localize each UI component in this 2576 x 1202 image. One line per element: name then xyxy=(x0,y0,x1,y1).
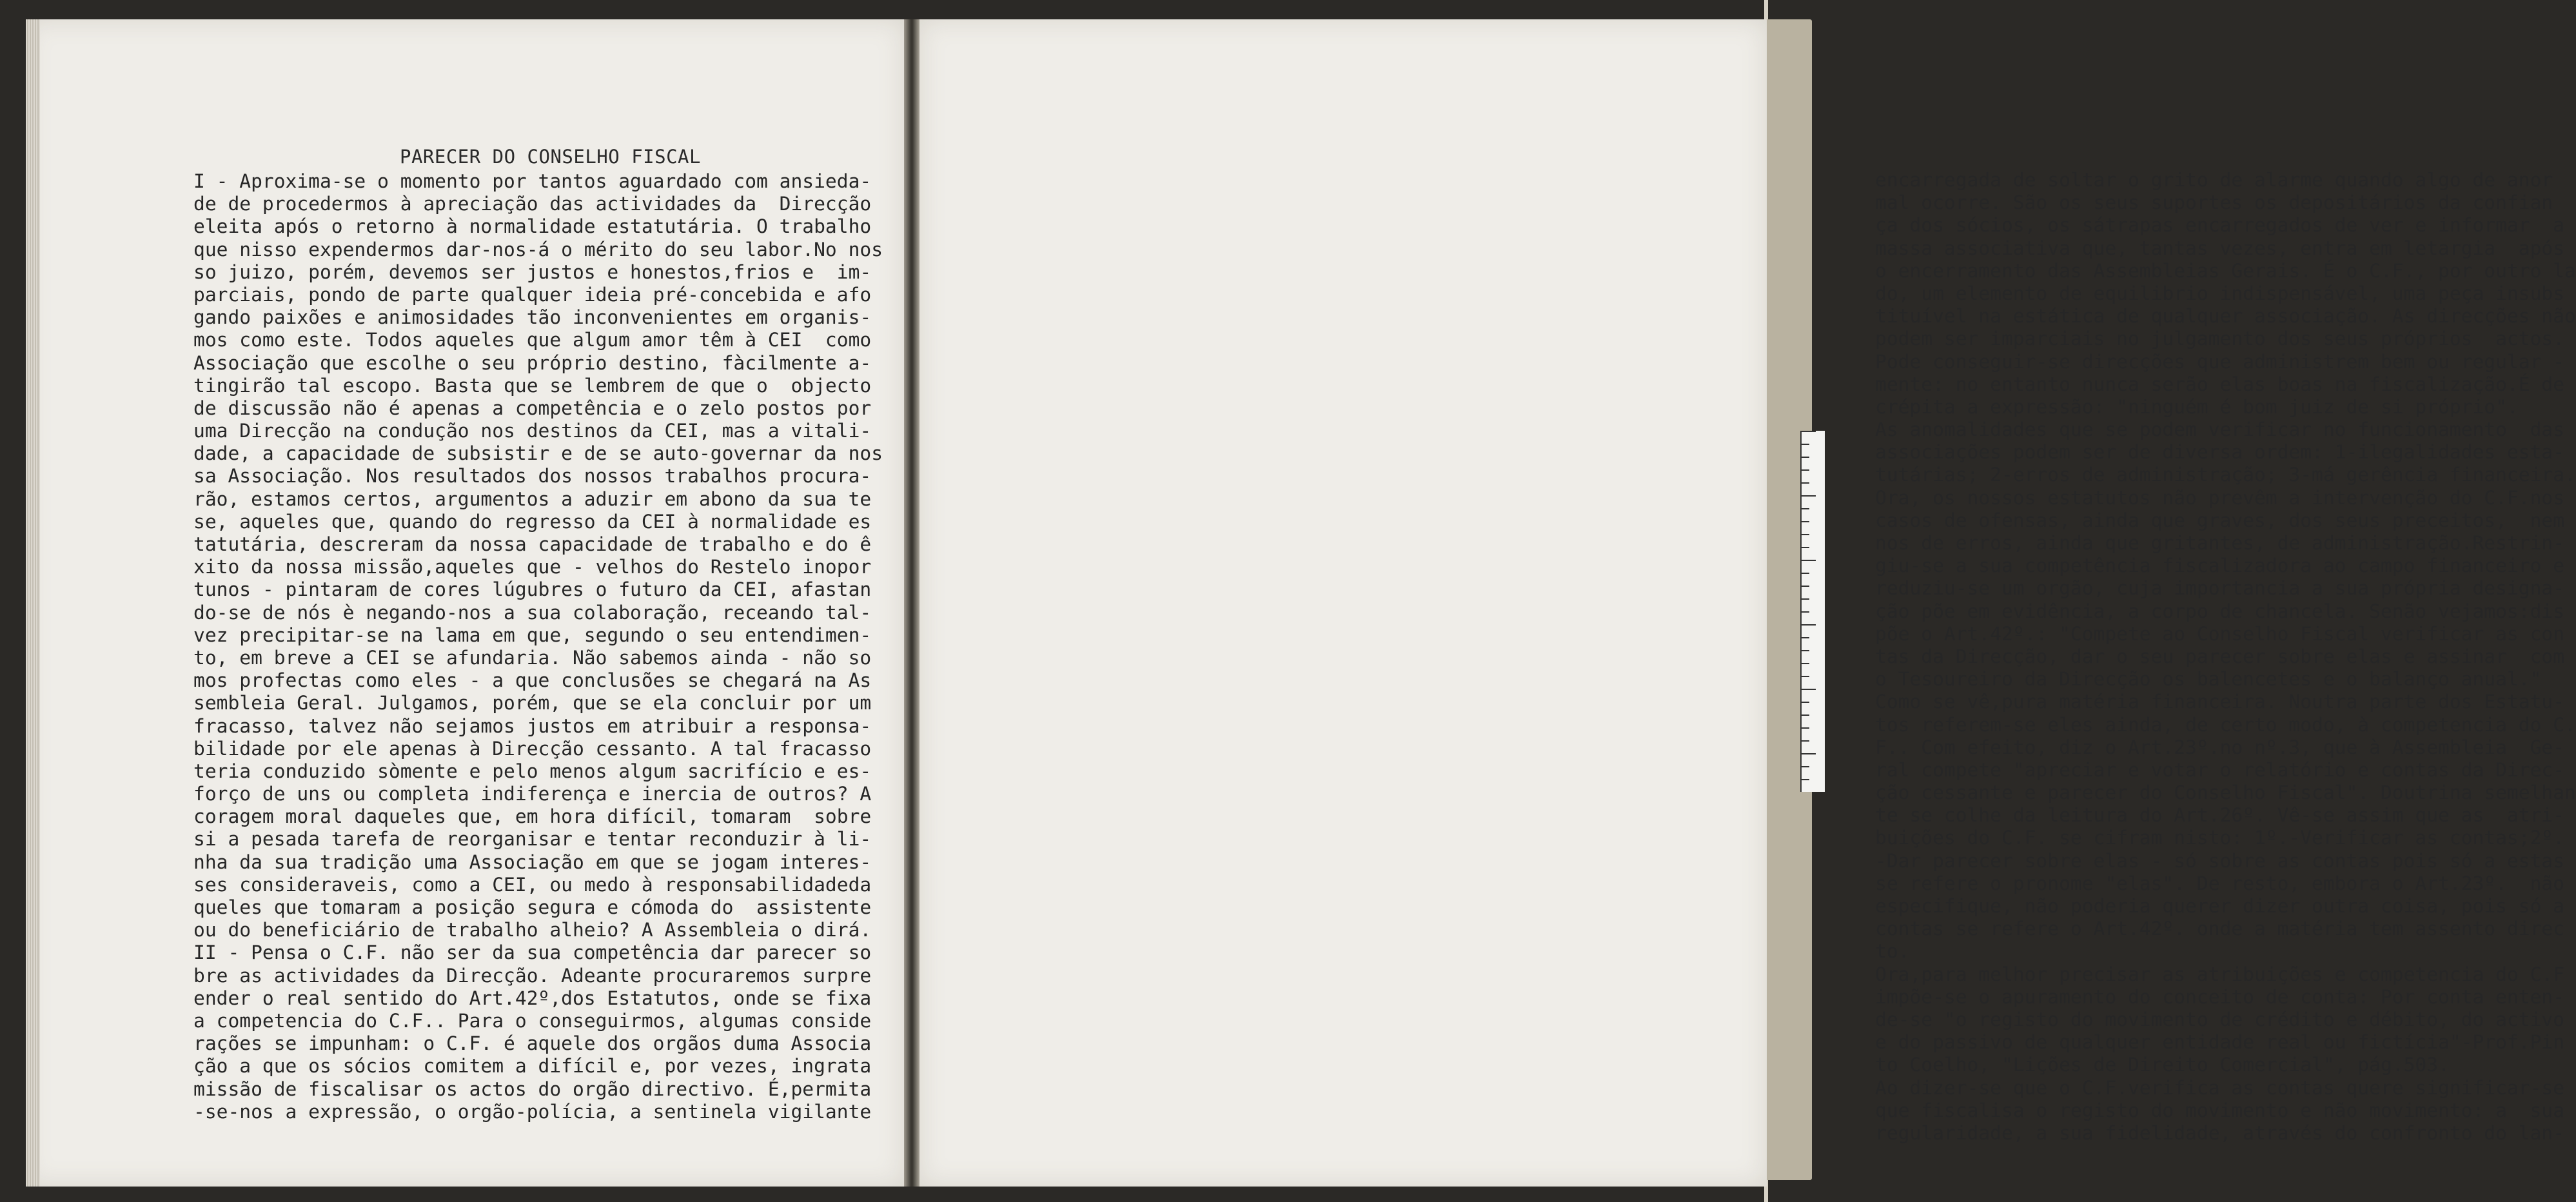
text-line: te se colhe da leitura do Art.26º. Vê-se assim que as atri- xyxy=(1875,804,2565,827)
text-line: -Dar parecer sobre elas - só sobre as contas pois só a estas xyxy=(1875,849,2565,872)
scale-tick xyxy=(1802,444,1809,445)
text-line: ção põe em evidência, a corpo de chancela. Senão vejamos:dis xyxy=(1875,600,2565,622)
text-line: Ao dizer-se que o C.F.verifica as contas quere significar-se xyxy=(1875,1076,2565,1099)
scale-tick xyxy=(1802,598,1809,600)
text-line: mente: no entanto nunca serão elas boas na fiscalização.É de xyxy=(1875,373,2565,395)
text-line: tas da Direcção, dar o seu parecer sobre elas e assinar com xyxy=(1875,645,2565,667)
text-line: F.. Com efeito, diz o Art.23º.no nº.3, que à Assembleia Ge- xyxy=(1875,736,2565,758)
scale-tick xyxy=(1802,689,1816,690)
scale-tick xyxy=(1802,766,1809,767)
right-page xyxy=(919,19,2576,1187)
text-line: o Tesoureiro da Direcção os balencetes e o balanço anual." xyxy=(1875,668,2542,691)
text-line: missão de fiscalisar os actos do orgão directivo. É,permita xyxy=(193,1078,872,1100)
scale-tick xyxy=(1802,521,1809,522)
text-line: tos referem-se eles ainda, de certo modo, à competencia do C. xyxy=(1875,713,2576,736)
text-line: de de procedermos à apreciação das actividades da Direcção xyxy=(193,193,872,215)
scale-tick xyxy=(1802,560,1816,561)
text-line: Ora,para melhor precisar as atribuições e competencia do C.F xyxy=(1875,963,2565,985)
scale-tick xyxy=(1802,482,1809,484)
scale-tick xyxy=(1802,586,1809,587)
text-line: to. xyxy=(1875,940,1910,963)
scale-tick xyxy=(1802,457,1809,458)
text-line: tatutária, descreram da nossa capacidade de trabalho e do ê xyxy=(193,533,872,555)
page-stack-edge xyxy=(26,19,40,1187)
text-line: As anomalidades que se podem verificar no funcionamento das xyxy=(1875,419,2565,441)
scale-tick xyxy=(1802,637,1809,638)
text-line: se refere o pronome "elas". De resto, embora o Art.23º. não xyxy=(1875,872,2565,894)
text-line: especifique, não poderia querer dizer outra coisa, pois só a xyxy=(1875,895,2565,917)
scale-tick xyxy=(1802,508,1809,509)
document-title: PARECER DO CONSELHO FISCAL xyxy=(400,146,701,168)
scale-tick xyxy=(1802,573,1809,574)
scale-tick xyxy=(1802,753,1816,754)
scale-tick xyxy=(1802,740,1809,742)
text-line: giu-se a sua competência fiscalizadora ao campo financeiro e xyxy=(1875,555,2565,577)
text-line: do, um elemento de equilibrio indispensável, uma peça insubs xyxy=(1875,282,2565,304)
book-spread xyxy=(26,19,2576,1187)
text-line: a competencia do C.F.. Para o conseguirmos, algumas conside xyxy=(193,1009,872,1032)
text-line: mal ocorre. São os seus suportes os depositários da confian xyxy=(1875,192,2553,214)
text-line: eleita após o retorno à normalidade estatutária. O trabalho xyxy=(193,215,872,238)
text-line: dade, a capacidade de subsistir e de se auto-governar da nos xyxy=(193,442,883,465)
text-line: II - Pensa o C.F. não ser da sua competência dar parecer so xyxy=(193,941,872,964)
text-line: bilidade por ele apenas à Direcção cessanto. A tal fracasso xyxy=(193,737,872,760)
scale-tick xyxy=(1802,650,1809,651)
book-gutter xyxy=(904,19,919,1187)
text-line: tituível na estática de qualquer associação. As direcções não xyxy=(1875,305,2576,328)
text-line: de-se "o registo do movimento de crédito e débito, do activo xyxy=(1875,1008,2565,1030)
text-line: e do passivo de qualquer entidade real ou fictícia"-Prof.Pin xyxy=(1875,1031,2565,1054)
right-page-text xyxy=(1875,169,2576,1145)
text-line: ou do beneficiário de trabalho alheio? A Assembleia o dirá. xyxy=(193,919,872,941)
text-line: ção cessante e parecer do Conselho Fiscal". Doutrina semelhan xyxy=(1875,782,2576,804)
scale-tick xyxy=(1802,534,1809,535)
left-page-text xyxy=(193,170,883,1123)
text-line: Ora, os nossos estatutos não prevêm a intervenção do C.F.nos xyxy=(1875,486,2565,509)
text-line: ral compete "apreciar e votar o relatório e contas da Direc- xyxy=(1875,758,2565,781)
text-line: podem ser imparciais no julgamento dos seus próprios actos. xyxy=(1875,328,2565,350)
scale-tick xyxy=(1802,702,1809,703)
text-line: xito da nossa missão,aqueles que - velhos do Restelo inopor xyxy=(193,556,872,578)
text-line: to Coelho, "Lições de Direito Comercial", pág.503. xyxy=(1875,1054,2450,1076)
scale-tick xyxy=(1802,714,1809,716)
text-line: forço de uns ou completa indiferença e inercia de outros? A xyxy=(193,783,872,805)
text-line: bre as actividades da Direcção. Adeante procuraremos surpre xyxy=(193,964,872,987)
text-line: associações podem ser de diversa ordem: 1-ilegalidades esta- xyxy=(1875,441,2565,464)
text-line: sembleia Geral. Julgamos, porém, que se ela concluir por um xyxy=(193,692,872,714)
text-line: tunos - pintaram de cores lúgubres o futuro da CEI, afastan xyxy=(193,578,872,601)
text-line: parciais, pondo de parte qualquer ideia pré-concebida e afo xyxy=(193,283,872,306)
text-line: to, em breve a CEI se afundaria. Não sabemos ainda - não so xyxy=(193,646,872,669)
text-line: gando paixões e animosidades tão inconvenientes em organis- xyxy=(193,306,872,329)
scale-tick xyxy=(1802,495,1816,497)
text-line: contas se refere o Art.42º. onde a matéria tem assento direc xyxy=(1875,918,2565,940)
text-line: ses consideraveis, como a CEI, ou medo à responsabilidadeda xyxy=(193,873,872,896)
text-line: do-se de nós è negando-nos a sua colaboração, receando tal- xyxy=(193,601,872,624)
text-line: so juizo, porém, devemos ser justos e honestos,frios e im- xyxy=(193,261,872,283)
text-line: de discussão não é apenas a competência e o zelo postos por xyxy=(193,397,872,419)
text-line: queles que tomaram a posição segura e cómoda do assistente xyxy=(193,896,872,918)
text-line: I - Aproxima-se o momento por tantos aguardado com ansieda- xyxy=(193,170,872,192)
text-line: reduziu-se um orgão, cuja importancia a sua própria designa- xyxy=(1875,577,2565,600)
text-line: impõe-se o apuramento do conceito de conta: Por conta enten- xyxy=(1875,985,2565,1008)
text-line: rão, estamos certos, argumentos a aduzir em abono da sua te xyxy=(193,488,872,510)
text-line: nha da sua tradição uma Associação em que se jogam interes- xyxy=(193,851,872,873)
text-line: ender o real sentido do Art.42º,dos Estatutos, onde se fixa xyxy=(193,987,872,1009)
scale-tick xyxy=(1802,676,1809,677)
text-line: Associação que escolhe o seu próprio destino, fàcilmente a- xyxy=(193,351,872,374)
scale-tick xyxy=(1802,469,1809,471)
text-line: põe o Art.42º.: "Compete ao Conselho Fiscal verificar as con xyxy=(1875,622,2565,645)
scale-tick xyxy=(1802,779,1809,780)
text-line: si a pesada tarefa de reorganisar e tentar reconduzir à li- xyxy=(193,828,872,851)
text-line: teria conduzido sòmente e pelo menos algum sacrifício e es- xyxy=(193,760,872,782)
text-line: que nisso expendermos dar-nos-á o mérito do seu labor.No nos xyxy=(193,238,883,261)
text-line: uma Direcção na condução nos destinos da CEI, mas a vitali- xyxy=(193,420,872,442)
text-line: massa associativa que, tantas vezes, entra em letargia após xyxy=(1875,237,2565,259)
text-line: tutárias; 2-erros de administração; 3-má gerência financeira. xyxy=(1875,464,2576,486)
text-line: mos profectas como eles - a que conclusões se chegará na As xyxy=(193,669,872,692)
text-line: casos de ofensas, ainda que graves, dos seus preceitos, nem xyxy=(1875,509,2565,531)
text-line: mos como este. Todos aqueles que algum amor têm à CEI como xyxy=(193,329,872,351)
text-line: o encerramento das Assembleias Gerais. É o C.F., por outro la xyxy=(1875,259,2576,282)
text-line: -se-nos a expressão, o orgão-polícia, a sentinela vigilante xyxy=(193,1100,872,1123)
scale-tick xyxy=(1802,727,1809,729)
scale-tick xyxy=(1802,663,1809,664)
text-line: fracasso, talvez não sejamos justos em atribuir a responsa- xyxy=(193,714,872,737)
text-line: que fiscalisa o registo do movimento e não movimento: a sua xyxy=(1875,1099,2565,1121)
text-line: rações se impunham: o C.F. é aquele dos orgãos duma Associa xyxy=(193,1032,872,1055)
text-line: Como se vê,pura matéria financeira. Noutra parte dos Estatu- xyxy=(1875,691,2565,713)
text-line: Pode conseguir-se direcções que administrem bem ou regular - xyxy=(1875,350,2565,373)
text-line: vez precipitar-se na lama em que, segundo o seu entendimen- xyxy=(193,624,872,646)
text-line: tingirão tal escopo. Basta que se lembrem de que o objecto xyxy=(193,374,872,397)
left-page xyxy=(26,19,908,1187)
scale-tick xyxy=(1802,624,1816,626)
text-line: sa Associação. Nos resultados dos nossos trabalhos procura- xyxy=(193,465,872,488)
text-line: crépita a expressão: "ninguém é bom juiz de si próprio". xyxy=(1875,395,2519,418)
text-line: nos de erros, ainda que gritantes, de administração.Restrin- xyxy=(1875,532,2565,554)
text-line: ção a que os sócios comitem a difícil e, por vezes, ingrata xyxy=(193,1055,872,1078)
scale-tick xyxy=(1802,431,1816,432)
text-line: buições do C.F. se cifram nisto: 1º.-Verificar as contas;2º. xyxy=(1875,827,2565,849)
text-line: regularidade, a sua fidelidade, através do confronto do lan- xyxy=(1875,1121,2565,1144)
scale-tick xyxy=(1802,611,1809,613)
text-line: coragem moral daqueles que, em hora difícil, tomaram sobre xyxy=(193,805,872,828)
measurement-scale xyxy=(1800,431,1825,792)
text-line: ça dos sócios, os sátrapas encarregados de ver e informar a xyxy=(1875,214,2565,237)
scale-tick xyxy=(1802,547,1809,548)
text-line: encarregada de soltar o grito de alarme quando algo de anor xyxy=(1875,169,2553,191)
text-line: se, aqueles que, quando do regresso da CEI à normalidade es xyxy=(193,510,872,533)
